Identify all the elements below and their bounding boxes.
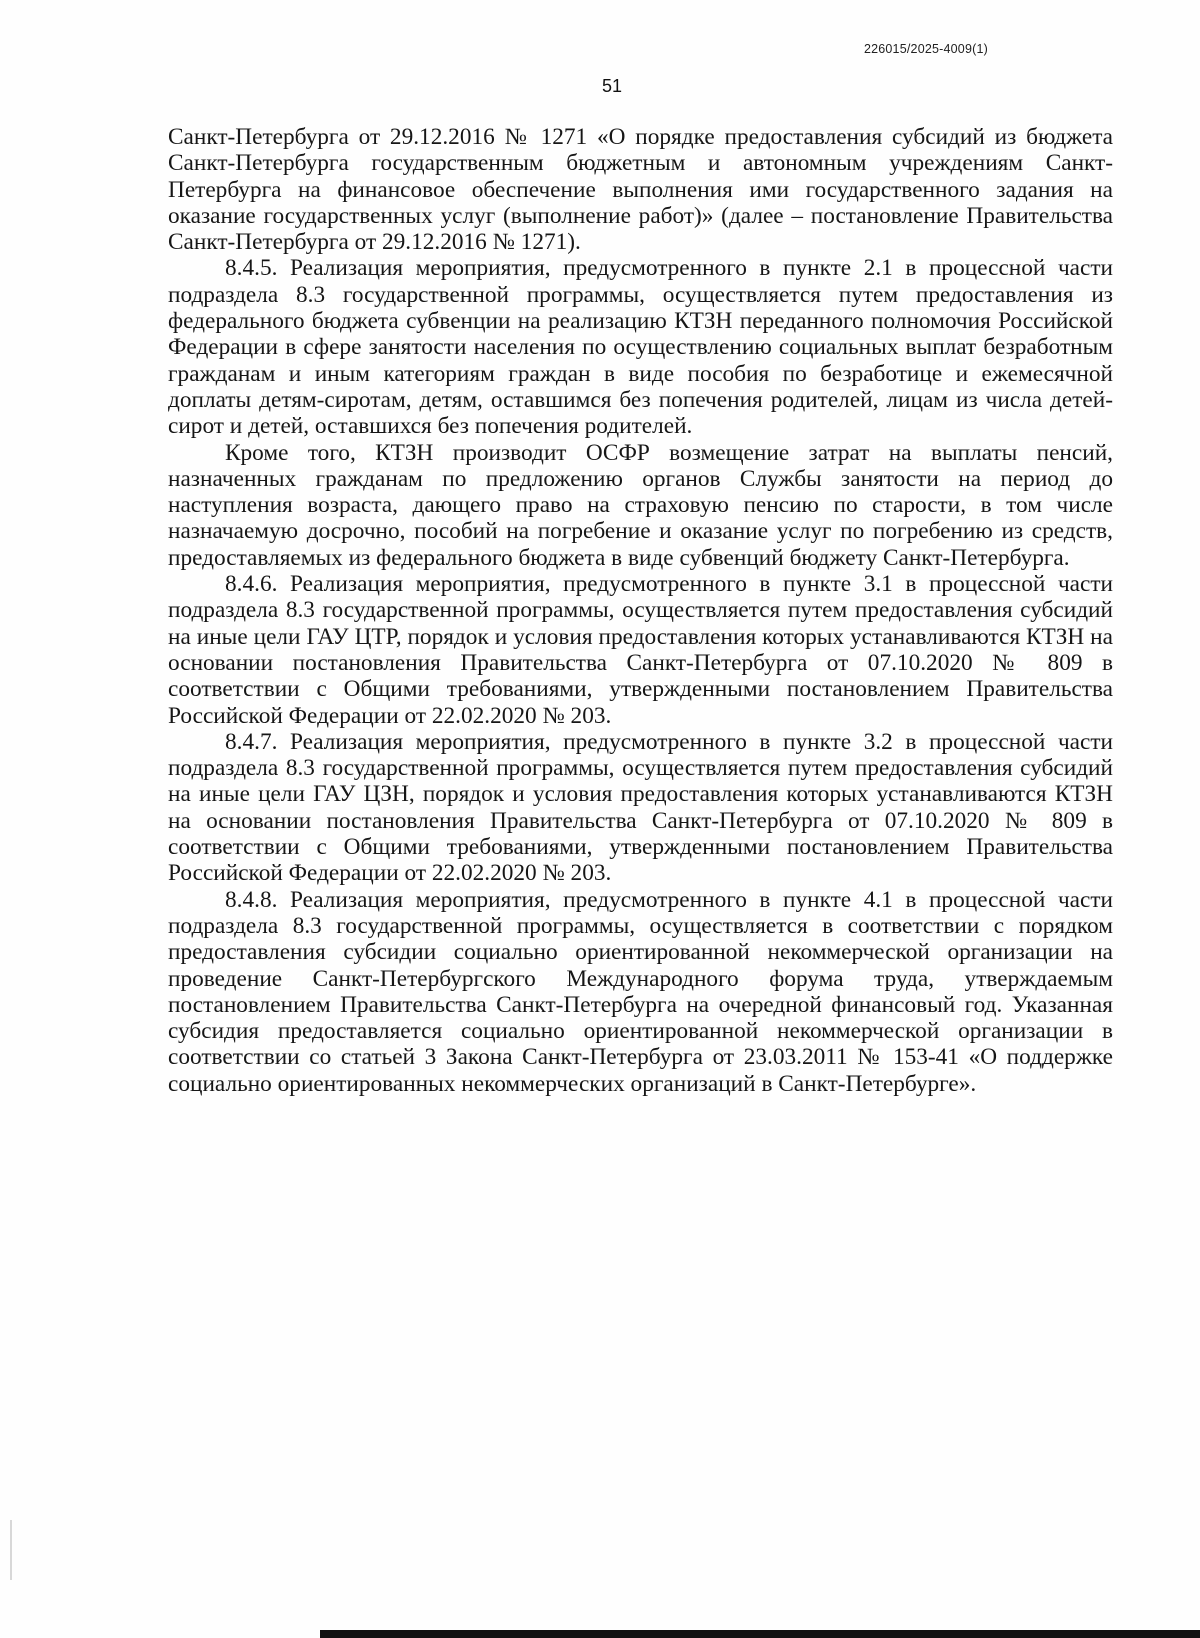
scan-edge-bar xyxy=(320,1630,1200,1638)
scan-artifact xyxy=(10,1520,12,1580)
paragraph-ktzn-compensation: Кроме того, КТЗН производит ОСФР возмещение затрат на выплаты пенсий, назначенных гражданам по предложению органов Службы занятости на период до наступления возраста, дающего право на страховую пенсию по старости, в том числе назначаемую досрочно, пособий на погребение и оказание услуг по погребению из средств, предоставляемых из федерального бюджета в виде субвенций бюджету Санкт-Петербурга. xyxy=(168,439,1113,571)
paragraph-8-4-8: 8.4.8. Реализация мероприятия, предусмотренного в пункте 4.1 в процессной части подраздела 8.3 государственной программы, осуществляется в соответствии с порядком предоставления субсидии социально ориентированной некоммерческой организации на проведение Санкт-Петербургского Международного форума труда, утверждаемым постановлением Правительства Санкт-Петербурга на очередной финансовый год. Указанная субсидия предоставляется социально ориентированной некоммерческой организации в соответствии со статьей 3 Закона Санкт-Петербурга от 23.03.2011 № 153-41 «О поддержке социально ориентированных некоммерческих организаций в Санкт-Петербурге». xyxy=(168,886,1113,1097)
body-text xyxy=(168,124,1113,1097)
document-id: 226015/2025-4009(1) xyxy=(863,42,988,56)
paragraph-8-4-5: 8.4.5. Реализация мероприятия, предусмотренного в пункте 2.1 в процессной части подраздела 8.3 государственной программы, осуществляется путем предоставления из федерального бюджета субвенции на реализацию КТЗН переданного полномочия Российской Федерации в сфере занятости населения по осуществлению социальных выплат безработным гражданам и иным категориям граждан в виде пособия по безработице и ежемесячной доплаты детям-сиротам, детям, оставшимся без попечения родителей, лицам из числа детей-сирот и детей, оставшихся без попечения родителей. xyxy=(168,255,1113,440)
page-number: 51 xyxy=(601,76,623,96)
paragraph-8-4-7: 8.4.7. Реализация мероприятия, предусмотренного в пункте 3.2 в процессной части подраздела 8.3 государственной программы, осуществляется путем предоставления субсидий на иные цели ГАУ ЦЗН, порядок и условия предоставления которых устанавливаются КТЗН на основании постановления Правительства Санкт-Петербурга от 07.10.2020 № 809 в соответствии с Общими требованиями, утвержденными постановлением Правительства Российской Федерации от 22.02.2020 № 203. xyxy=(168,728,1113,887)
paragraph-8-4-6: 8.4.6. Реализация мероприятия, предусмотренного в пункте 3.1 в процессной части подраздела 8.3 государственной программы, осуществляется путем предоставления субсидий на иные цели ГАУ ЦТР, порядок и условия предоставления которых устанавливаются КТЗН на основании постановления Правительства Санкт-Петербурга от 07.10.2020 № 809 в соответствии с Общими требованиями, утвержденными постановлением Правительства Российской Федерации от 22.02.2020 № 203. xyxy=(168,571,1113,729)
paragraph-continuation: Санкт-Петербурга от 29.12.2016 № 1271 «О порядке предоставления субсидий из бюджета Санкт-Петербурга государственным бюджетным и автономным учреждениям Санкт-Петербурга на финансовое обеспечение выполнения ими государственного задания на оказание государственных услуг (выполнение работ)» (далее – постановление Правительства Санкт-Петербурга от 29.12.2016 № 1271). xyxy=(168,124,1113,256)
